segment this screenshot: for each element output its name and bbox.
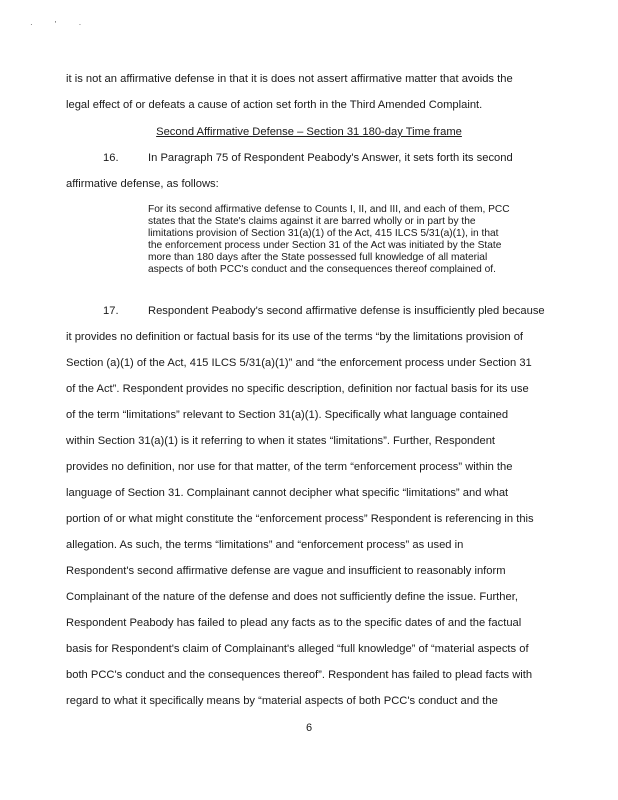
block-quote-line: the enforcement process under Section 31 of the Act was initiated by the State [148,240,502,251]
body-line: provides no definition, nor use for that matter, of the term “enforcement process” within the [66,461,513,473]
body-line: Respondent Peabody has failed to plead any facts as to the specific dates of and the factual [66,617,522,629]
body-line: allegation. As such, the terms “limitations” and “enforcement process” as used in [66,539,464,551]
block-quote-line: For its second affirmative defense to Counts I, II, and III, and each of them, PCC [148,204,510,215]
body-line: within Section 31(a)(1) is it referring to when it states “limitations”. Further, Respondent [66,435,496,447]
body-line: Complainant of the nature of the defense and does not sufficiently define the issue. Further, [66,591,518,603]
body-line: both PCC's conduct and the consequences thereof”. Respondent has failed to plead facts with [66,669,533,681]
body-line: of the Act”. Respondent provides no specific description, definition nor factual basis for its use [66,383,529,395]
paragraph-first-line: In Paragraph 75 of Respondent Peabody's Answer, it sets forth its second [148,152,513,164]
block-quote-line: states that the State's claims against it are barred wholly or in part by the [148,216,476,227]
body-line: Respondent's second affirmative defense are vague and insufficient to reasonably inform [66,565,506,577]
page-number: 6 [305,722,313,734]
body-line: legal effect of or defeats a cause of action set forth in the Third Amended Complaint. [66,99,483,111]
block-quote-line: more than 180 days after the State possessed full knowledge of all material [148,252,488,263]
section-heading-text: Second Affirmative Defense – Section 31 180-day Time frame [156,126,462,138]
block-quote-line: aspects of both PCC's conduct and the consequences thereof complained of. [148,264,496,275]
body-line: Section (a)(1) of the Act, 415 ILCS 5/31(a)(1)” and “the enforcement process under Section 31 [66,357,532,369]
body-line: it provides no definition or factual basis for its use of the terms “by the limitations provision of [66,331,524,343]
body-line: of the term “limitations” relevant to Section 31(a)(1). Specifically what language contained [66,409,509,421]
body-line: portion of or what might constitute the “enforcement process” Respondent is referencing in this [66,513,534,525]
body-line: language of Section 31. Complainant cannot decipher what specific “limitations” and what [66,487,509,499]
paragraph-number: 16. [103,152,119,164]
body-line: it is not an affirmative defense in that it is does not assert affirmative matter that avoids the [66,73,513,85]
body-line: affirmative defense, as follows: [66,178,219,190]
paragraph-first-line: Respondent Peabody's second affirmative defense is insufficiently pled because [148,305,545,317]
scan-marks: · ' · [30,20,92,29]
body-line: regard to what it specifically means by “material aspects of both PCC's conduct and the [66,695,498,707]
paragraph-number: 17. [103,305,119,317]
block-quote-line: limitations provision of Section 31(a)(1) of the Act, 415 ILCS 5/31(a)(1), in that [148,228,499,239]
body-line: basis for Respondent's claim of Complainant's alleged “full knowledge” of “material aspects of [66,643,529,655]
section-heading [0,125,618,139]
